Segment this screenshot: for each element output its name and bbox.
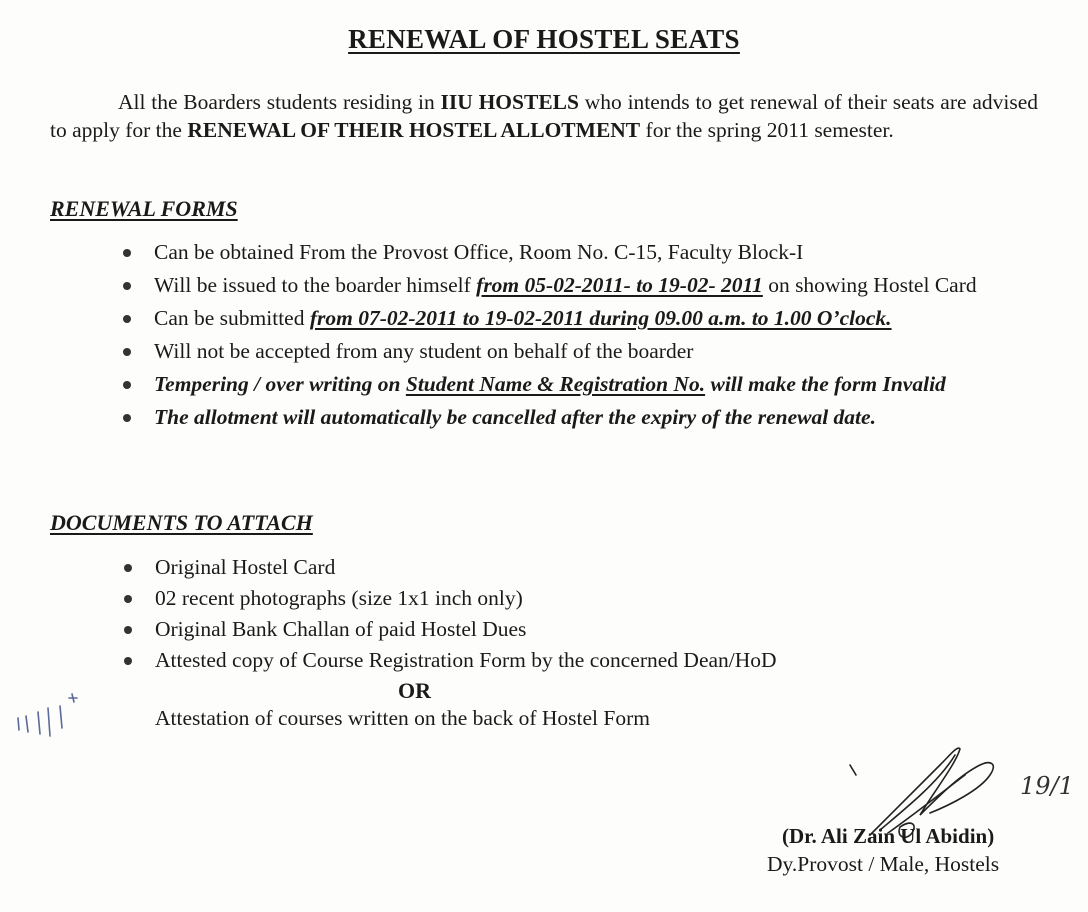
list-item-text: Original Hostel Card — [155, 555, 336, 579]
list-item-text: Tempering / over writing on — [154, 372, 406, 396]
signatory-name: (Dr. Ali Zain Ul Abidin) — [782, 824, 995, 848]
list-item — [154, 240, 1039, 265]
list-item — [154, 339, 1039, 364]
margin-marks — [8, 688, 88, 748]
list-item-text: on showing Hostel Card — [762, 273, 977, 297]
intro-bold-hostels: IIU HOSTELS — [440, 90, 579, 114]
list-item-text: Will be issued to the boarder himself — [154, 273, 477, 297]
list-item-text: will make the form Invalid — [705, 372, 946, 396]
page-title: RENEWAL OF HOSTEL SEATS — [348, 24, 740, 54]
or-separator: OR — [398, 678, 431, 703]
issue-dates: from 05-02-2011- to 19-02- 2011 — [476, 273, 763, 297]
intro-paragraph — [50, 88, 1038, 144]
intro-text-1: All the Boarders students residing in — [118, 90, 441, 114]
submission-dates: from 07-02-2011 to 19-02-2011 during 09.00 a.m. to 1.00 O’clock. — [309, 306, 892, 330]
alternative-document: Attestation of courses written on the back of Hostel Form — [155, 706, 650, 730]
list-item — [154, 306, 1039, 331]
signature-date: 19/1 — [1020, 772, 1074, 800]
list-item-text: Original Bank Challan of paid Hostel Dues — [155, 617, 527, 641]
intro-bold-allotment: RENEWAL OF THEIR HOSTEL ALLOTMENT — [187, 118, 641, 142]
intro-text-3: for the spring 2011 semester. — [640, 118, 894, 142]
list-item — [155, 555, 955, 580]
list-item-text: The allotment will automatically be cancelled after the expiry of the renewal date. — [154, 405, 876, 429]
documents-heading: DOCUMENTS TO ATTACH — [50, 510, 313, 535]
signatory-title: Dy.Provost / Male, Hostels — [767, 852, 1000, 876]
list-item — [154, 273, 1039, 298]
list-item-text: 02 recent photographs (size 1x1 inch only) — [155, 586, 523, 610]
list-item-text: Will not be accepted from any student on behalf of the boarder — [154, 339, 694, 363]
list-item-text: Can be submitted — [154, 306, 310, 330]
renewal-forms-list — [154, 240, 1039, 430]
list-item — [155, 648, 955, 673]
list-item — [154, 405, 1039, 430]
student-name-registration: Student Name & Registration No. — [405, 372, 706, 396]
list-item — [155, 586, 955, 611]
intro-text-2: who intends to get renewal of their seats are advised to apply for the — [50, 90, 1038, 142]
list-item — [155, 617, 955, 642]
list-item-text: Attested copy of Course Registration Form by the concerned Dean/HoD — [155, 648, 777, 672]
list-item-text: Can be obtained From the Provost Office, Room No. C-15, Faculty Block-I — [154, 240, 804, 264]
renewal-forms-heading: RENEWAL FORMS — [50, 196, 238, 221]
documents-list — [155, 555, 955, 673]
list-item — [154, 372, 1039, 397]
